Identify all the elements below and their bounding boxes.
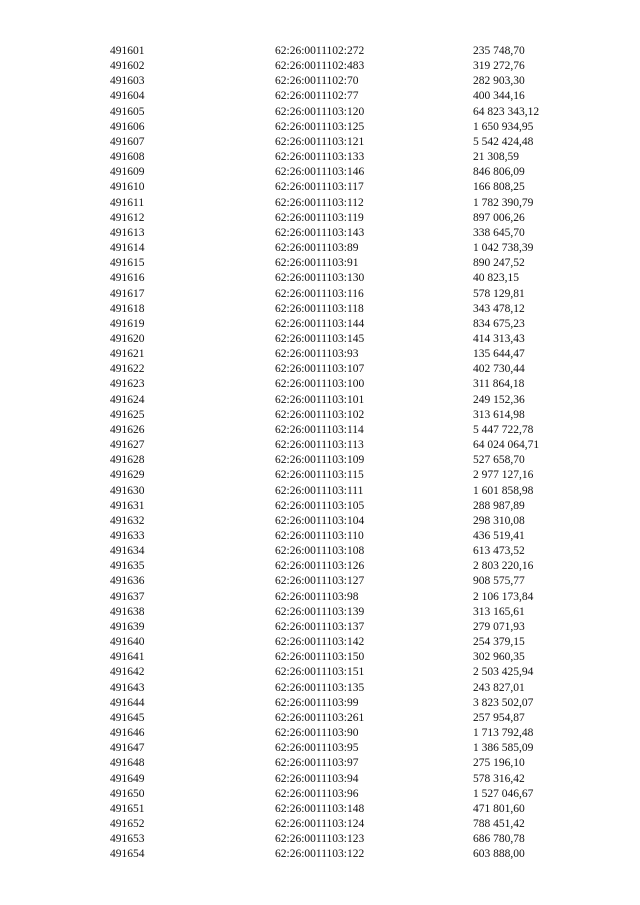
table-row: [0, 635, 640, 650]
cadastral-number: 62:26:0011103:117: [275, 181, 364, 194]
row-number: 491631: [110, 499, 145, 512]
table-row: [0, 590, 640, 605]
table-row: [0, 74, 640, 89]
cadastral-number: 62:26:0011103:123: [275, 833, 365, 846]
row-number: 491612: [110, 211, 145, 224]
table-row: [0, 377, 640, 392]
cadastral-number: 62:26:0011103:113: [275, 439, 364, 452]
table-row: [0, 499, 640, 514]
table-row: [0, 453, 640, 468]
cadastral-value: 338 645,70: [473, 226, 525, 239]
row-number: 491620: [110, 332, 145, 345]
cadastral-number: 62:26:0011103:135: [275, 681, 365, 694]
cadastral-number: 62:26:0011103:105: [275, 499, 365, 512]
row-number: 491636: [110, 575, 145, 588]
row-number: 491630: [110, 484, 145, 497]
cadastral-value: 282 903,30: [473, 75, 525, 88]
row-number: 491627: [110, 439, 145, 452]
table-row: [0, 317, 640, 332]
row-number: 491622: [110, 363, 145, 376]
table-row: [0, 438, 640, 453]
cadastral-value: 249 152,36: [473, 393, 525, 406]
table-row: [0, 484, 640, 499]
table-row: [0, 559, 640, 574]
cadastral-number: 62:26:0011102:483: [275, 60, 365, 73]
table-row: [0, 650, 640, 665]
cadastral-number: 62:26:0011103:89: [275, 242, 359, 255]
cadastral-number: 62:26:0011103:108: [275, 545, 365, 558]
row-number: 491632: [110, 514, 145, 527]
row-number: 491638: [110, 605, 145, 618]
cadastral-value: 603 888,00: [473, 848, 525, 861]
row-number: 491617: [110, 287, 145, 300]
row-number: 491639: [110, 620, 145, 633]
table-row: [0, 362, 640, 377]
row-number: 491629: [110, 469, 145, 482]
row-number: 491644: [110, 696, 145, 709]
table-row: [0, 180, 640, 195]
table-row: [0, 544, 640, 559]
row-number: 491628: [110, 454, 145, 467]
table-row: [0, 59, 640, 74]
cadastral-value: 275 196,10: [473, 757, 525, 770]
cadastral-number: 62:26:0011103:111: [275, 484, 364, 497]
table-row: [0, 468, 640, 483]
cadastral-value: 578 316,42: [473, 772, 525, 785]
cadastral-value: 243 827,01: [473, 681, 525, 694]
cadastral-value: 288 987,89: [473, 499, 525, 512]
row-number: 491602: [110, 60, 145, 73]
cadastral-value: 2 977 127,16: [473, 469, 534, 482]
row-number: 491601: [110, 45, 145, 57]
cadastral-number: 62:26:0011103:101: [275, 393, 365, 406]
cadastral-number: 62:26:0011103:98: [275, 590, 359, 603]
table-row: [0, 105, 640, 120]
table-row: [0, 120, 640, 135]
row-number: 491607: [110, 135, 145, 148]
row-number: 491643: [110, 681, 145, 694]
cadastral-number: 62:26:0011103:99: [275, 696, 359, 709]
row-number: 491654: [110, 848, 145, 861]
cadastral-value: 613 473,52: [473, 545, 525, 558]
row-number: 491616: [110, 272, 145, 285]
table-row: [0, 711, 640, 726]
cadastral-value: 313 165,61: [473, 605, 525, 618]
cadastral-value: 1 601 858,98: [473, 484, 534, 497]
cadastral-value: 414 313,43: [473, 332, 525, 345]
table-row: [0, 574, 640, 589]
cadastral-number: 62:26:0011103:125: [275, 120, 365, 133]
table-row: [0, 211, 640, 226]
table-row: [0, 423, 640, 438]
cadastral-value: 298 310,08: [473, 514, 525, 527]
table-row: [0, 287, 640, 302]
cadastral-value: 402 730,44: [473, 363, 525, 376]
cadastral-number: 62:26:0011103:112: [275, 196, 364, 209]
row-number: 491621: [110, 348, 145, 361]
cadastral-value: 1 782 390,79: [473, 196, 534, 209]
cadastral-number: 62:26:0011103:142: [275, 636, 365, 649]
cadastral-number: 62:26:0011103:143: [275, 226, 365, 239]
row-number: 491611: [110, 196, 145, 209]
cadastral-number: 62:26:0011103:102: [275, 408, 365, 421]
cadastral-number: 62:26:0011103:150: [275, 651, 365, 664]
cadastral-number: 62:26:0011102:77: [275, 90, 359, 103]
table-row: [0, 756, 640, 771]
cadastral-number: 62:26:0011103:144: [275, 317, 365, 330]
cadastral-number: 62:26:0011103:116: [275, 287, 364, 300]
cadastral-value: 257 954,87: [473, 711, 525, 724]
table-row: [0, 150, 640, 165]
cadastral-value: 135 644,47: [473, 348, 525, 361]
cadastral-value: 3 823 502,07: [473, 696, 534, 709]
cadastral-value: 64 823 343,12: [473, 105, 540, 118]
row-number: 491649: [110, 772, 145, 785]
cadastral-number: 62:26:0011103:261: [275, 711, 365, 724]
cadastral-value: 436 519,41: [473, 530, 525, 542]
cadastral-value: 1 713 792,48: [473, 727, 534, 740]
table-row: [0, 696, 640, 711]
row-number: 491623: [110, 378, 145, 391]
cadastral-number: 62:26:0011103:124: [275, 817, 365, 830]
cadastral-value: 471 801,60: [473, 802, 525, 815]
cadastral-value: 311 864,18: [473, 378, 525, 391]
table-row: [0, 681, 640, 696]
row-number: 491614: [110, 242, 145, 255]
cadastral-value-table: [0, 44, 640, 862]
row-number: 491648: [110, 757, 145, 770]
cadastral-number: 62:26:0011102:70: [275, 75, 359, 88]
cadastral-value: 343 478,12: [473, 302, 525, 315]
table-row: [0, 620, 640, 635]
cadastral-number: 62:26:0011103:126: [275, 560, 365, 573]
table-row: [0, 832, 640, 847]
row-number: 491604: [110, 90, 145, 103]
row-number: 491619: [110, 317, 145, 330]
row-number: 491626: [110, 423, 145, 436]
table-row: [0, 302, 640, 317]
cadastral-number: 62:26:0011102:272: [275, 45, 365, 57]
cadastral-number: 62:26:0011103:95: [275, 742, 359, 755]
cadastral-value: 908 575,77: [473, 575, 525, 588]
cadastral-number: 62:26:0011103:94: [275, 772, 359, 785]
cadastral-value: 1 650 934,95: [473, 120, 534, 133]
table-row: [0, 772, 640, 787]
table-row: [0, 332, 640, 347]
table-row: [0, 741, 640, 756]
cadastral-number: 62:26:0011103:115: [275, 469, 364, 482]
cadastral-number: 62:26:0011103:145: [275, 332, 365, 345]
table-row: [0, 847, 640, 862]
cadastral-number: 62:26:0011103:91: [275, 257, 359, 270]
cadastral-number: 62:26:0011103:120: [275, 105, 365, 118]
cadastral-value: 1 527 046,67: [473, 787, 534, 800]
table-row: [0, 89, 640, 104]
cadastral-number: 62:26:0011103:118: [275, 302, 364, 315]
cadastral-value: 897 006,26: [473, 211, 525, 224]
cadastral-value: 2 503 425,94: [473, 666, 534, 679]
row-number: 491634: [110, 545, 145, 558]
table-row: [0, 726, 640, 741]
row-number: 491647: [110, 742, 145, 755]
cadastral-number: 62:26:0011103:133: [275, 151, 365, 164]
row-number: 491625: [110, 408, 145, 421]
row-number: 491615: [110, 257, 145, 270]
row-number: 491652: [110, 817, 145, 830]
cadastral-number: 62:26:0011103:93: [275, 348, 359, 361]
cadastral-number: 62:26:0011103:104: [275, 514, 365, 527]
row-number: 491650: [110, 787, 145, 800]
cadastral-value: 578 129,81: [473, 287, 525, 300]
cadastral-number: 62:26:0011103:148: [275, 802, 365, 815]
cadastral-value: 1 042 738,39: [473, 242, 534, 255]
table-row: [0, 135, 640, 150]
table-row: [0, 514, 640, 529]
cadastral-number: 62:26:0011103:110: [275, 530, 364, 542]
cadastral-value: 319 272,76: [473, 60, 525, 73]
cadastral-number: 62:26:0011103:139: [275, 605, 365, 618]
table-row: [0, 347, 640, 362]
cadastral-number: 62:26:0011103:130: [275, 272, 365, 285]
table-row: [0, 256, 640, 271]
row-number: 491642: [110, 666, 145, 679]
cadastral-value: 527 658,70: [473, 454, 525, 467]
table-row: [0, 241, 640, 256]
cadastral-value: 166 808,25: [473, 181, 525, 194]
row-number: 491641: [110, 651, 145, 664]
table-row: [0, 802, 640, 817]
table-row: [0, 408, 640, 423]
cadastral-value: 890 247,52: [473, 257, 525, 270]
cadastral-value: 302 960,35: [473, 651, 525, 664]
cadastral-number: 62:26:0011103:90: [275, 727, 359, 740]
cadastral-value: 40 823,15: [473, 272, 519, 285]
table-row: [0, 226, 640, 241]
cadastral-value: 235 748,70: [473, 45, 525, 57]
cadastral-number: 62:26:0011103:146: [275, 166, 365, 179]
row-number: 491645: [110, 711, 145, 724]
table-row: [0, 196, 640, 211]
cadastral-value: 5 542 424,48: [473, 135, 534, 148]
cadastral-value: 1 386 585,09: [473, 742, 534, 755]
table-row: [0, 393, 640, 408]
table-row: [0, 605, 640, 620]
row-number: 491624: [110, 393, 145, 406]
cadastral-value: 686 780,78: [473, 833, 525, 846]
row-number: 491646: [110, 727, 145, 740]
cadastral-value: 5 447 722,78: [473, 423, 534, 436]
table-row: [0, 529, 640, 544]
cadastral-number: 62:26:0011103:121: [275, 135, 365, 148]
cadastral-number: 62:26:0011103:151: [275, 666, 365, 679]
cadastral-number: 62:26:0011103:109: [275, 454, 365, 467]
row-number: 491618: [110, 302, 145, 315]
row-number: 491653: [110, 833, 145, 846]
row-number: 491610: [110, 181, 145, 194]
cadastral-number: 62:26:0011103:119: [275, 211, 364, 224]
row-number: 491613: [110, 226, 145, 239]
table-row: [0, 271, 640, 286]
row-number: 491633: [110, 530, 145, 542]
cadastral-number: 62:26:0011103:127: [275, 575, 365, 588]
cadastral-number: 62:26:0011103:137: [275, 620, 365, 633]
cadastral-value: 2 106 173,84: [473, 590, 534, 603]
cadastral-number: 62:26:0011103:114: [275, 423, 364, 436]
row-number: 491651: [110, 802, 145, 815]
cadastral-number: 62:26:0011103:122: [275, 848, 365, 861]
table-row: [0, 787, 640, 802]
row-number: 491605: [110, 105, 145, 118]
cadastral-value: 21 308,59: [473, 151, 519, 164]
cadastral-value: 2 803 220,16: [473, 560, 534, 573]
row-number: 491640: [110, 636, 145, 649]
row-number: 491608: [110, 151, 145, 164]
cadastral-value: 254 379,15: [473, 636, 525, 649]
row-number: 491609: [110, 166, 145, 179]
table-row: [0, 44, 640, 59]
cadastral-number: 62:26:0011103:97: [275, 757, 359, 770]
cadastral-value: 64 024 064,71: [473, 439, 540, 452]
table-row: [0, 817, 640, 832]
cadastral-value: 279 071,93: [473, 620, 525, 633]
cadastral-number: 62:26:0011103:96: [275, 787, 359, 800]
cadastral-value: 400 344,16: [473, 90, 525, 103]
row-number: 491606: [110, 120, 145, 133]
cadastral-value: 834 675,23: [473, 317, 525, 330]
cadastral-value: 846 806,09: [473, 166, 525, 179]
row-number: 491603: [110, 75, 145, 88]
table-row: [0, 165, 640, 180]
cadastral-number: 62:26:0011103:100: [275, 378, 365, 391]
table-row: [0, 665, 640, 680]
row-number: 491637: [110, 590, 145, 603]
cadastral-number: 62:26:0011103:107: [275, 363, 365, 376]
cadastral-value: 313 614,98: [473, 408, 525, 421]
row-number: 491635: [110, 560, 145, 573]
cadastral-value: 788 451,42: [473, 817, 525, 830]
